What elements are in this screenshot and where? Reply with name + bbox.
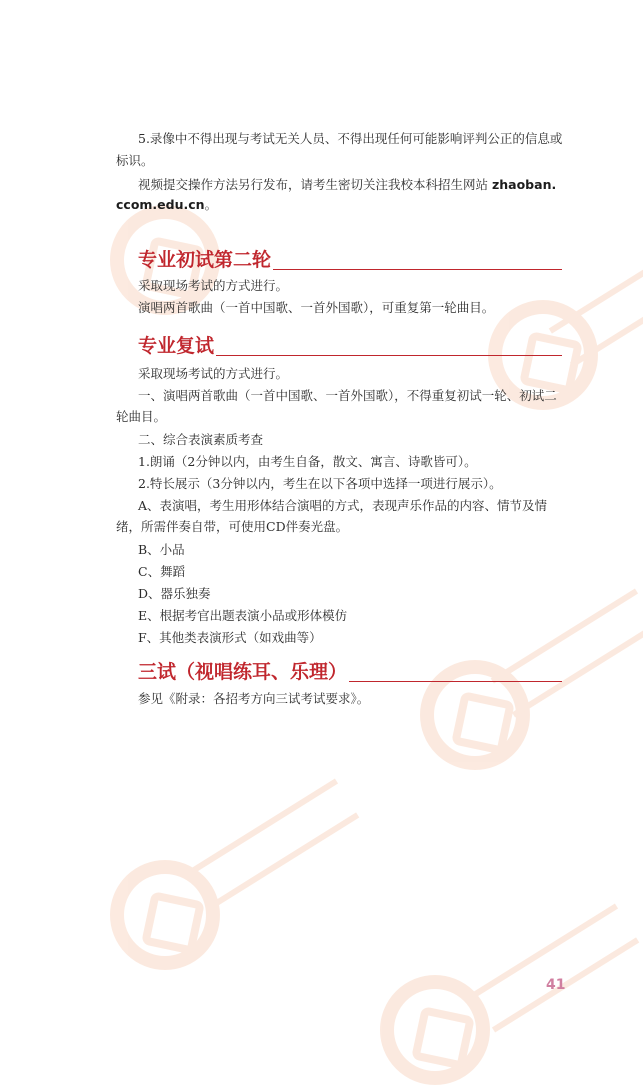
heading-round2: [138, 248, 562, 272]
url-part1[interactable]: zhaoban.: [491, 177, 557, 192]
option-f: F、其他类表演形式（如戏曲等）: [138, 630, 322, 645]
notice-line1: [138, 174, 556, 196]
heading-third-text: 三试（视唱练耳、乐理）: [138, 661, 348, 683]
option-c: C、舞蹈: [138, 564, 186, 579]
notice-text: 视频提交操作方法另行发布，请考生密切关注我校本科招生网站: [138, 177, 492, 192]
url-part2[interactable]: ccom.edu.cn: [116, 197, 205, 212]
retest-p2-line1: 一、演唱两首歌曲（一首中国歌、一首外国歌），不得重复初试一轮、初试二: [138, 388, 557, 403]
retest-p6-line1: A、表演唱，考生用形体结合演唱的方式，表现声乐作品的内容、情节及情: [138, 498, 548, 513]
heading-retest-text: 专业复试: [138, 335, 215, 357]
notice-end: 。: [204, 197, 218, 212]
retest-p4: 1.朗诵（2分钟以内，由考生自备，散文、寓言、诗歌皆可）。: [138, 454, 477, 469]
retest-p3: 二、综合表演素质考查: [138, 432, 264, 447]
retest-p6-line2: 绪，所需伴奏自带，可使用CD伴奏光盘。: [116, 519, 349, 534]
retest-p1: 采取现场考试的方式进行。: [138, 366, 289, 381]
retest-p2-line2: 轮曲目。: [116, 409, 167, 424]
round2-p2: 演唱两首歌曲（一首中国歌、一首外国歌），可重复第一轮曲目。: [138, 300, 495, 315]
third-p1: 参见《附录：各招考方向三试考试要求》。: [138, 691, 370, 706]
heading-rule: [216, 355, 562, 356]
item5-line1: 5.录像中不得出现与考试无关人员、不得出现任何可能影响评判公正的信息或: [138, 131, 563, 146]
round2-p1: 采取现场考试的方式进行。: [138, 278, 289, 293]
heading-rule: [273, 269, 562, 270]
page-number: 41: [546, 977, 566, 993]
option-b: B、小品: [138, 542, 185, 557]
heading-retest: [138, 334, 562, 358]
item5-line2: 标识。: [116, 153, 154, 168]
retest-p5: 2.特长展示（3分钟以内，考生在以下各项中选择一项进行展示）。: [138, 476, 502, 491]
notice-line2: [116, 194, 217, 216]
heading-round2-text: 专业初试第二轮: [138, 249, 272, 271]
option-e: E、根据考官出题表演小品或形体模仿: [138, 608, 348, 623]
option-d: D、器乐独奏: [138, 586, 211, 601]
heading-rule: [349, 681, 562, 682]
heading-third: [138, 660, 562, 684]
